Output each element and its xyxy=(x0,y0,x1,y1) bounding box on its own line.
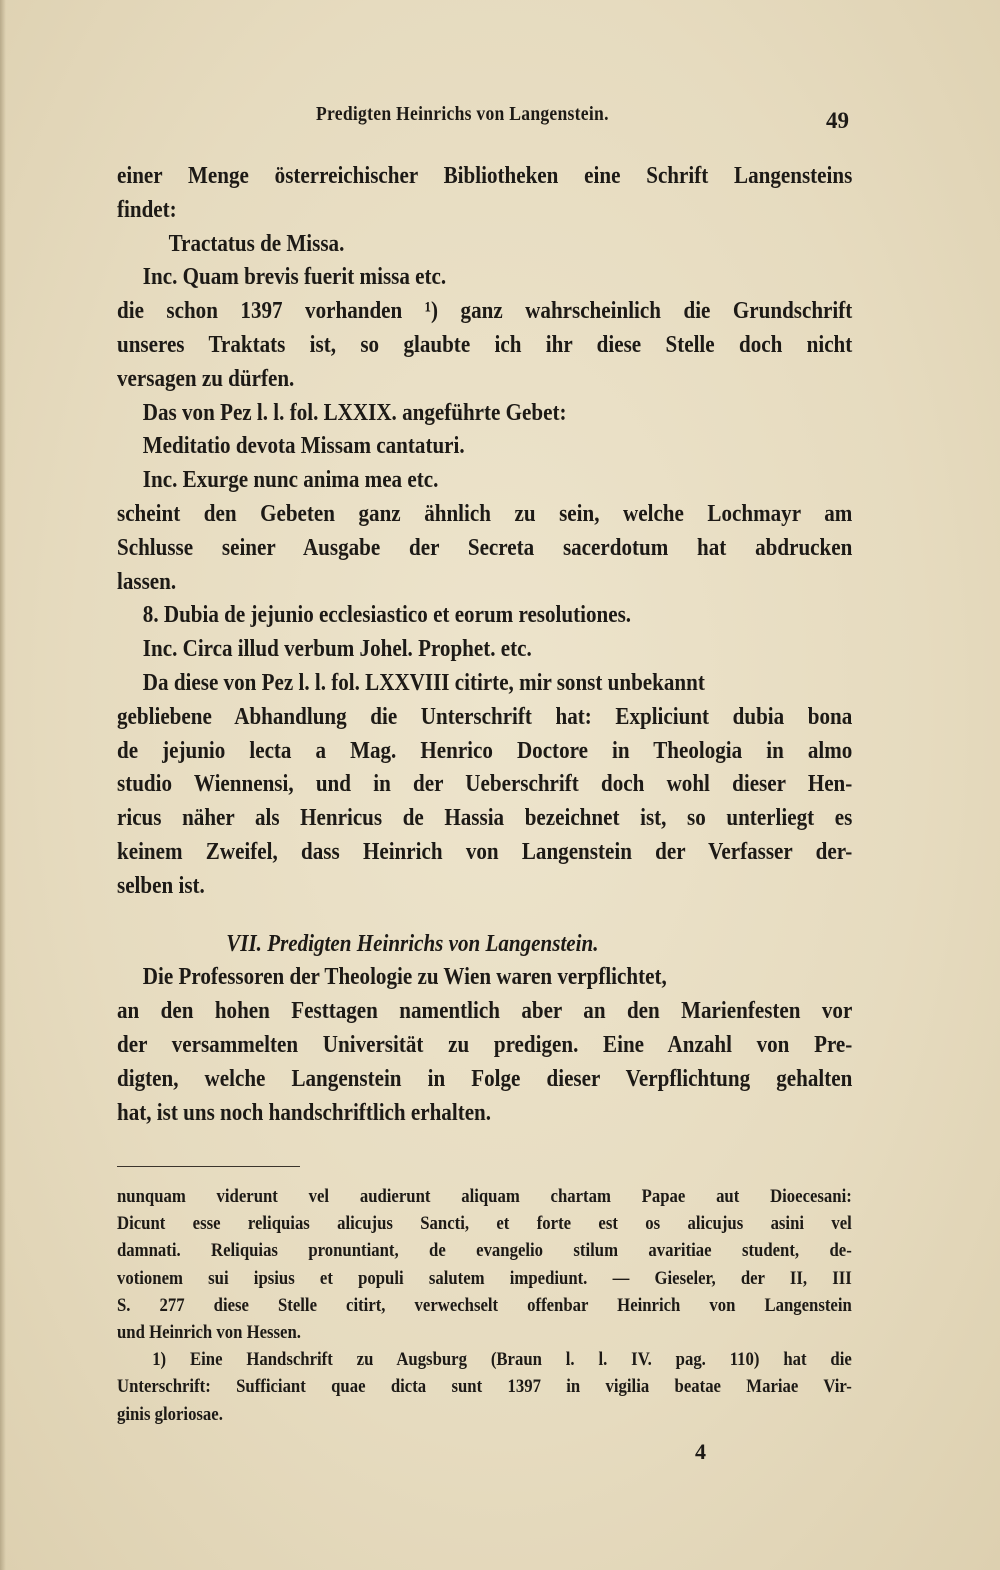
text-line: unseres Traktats ist, so glaubte ich ihr diese Stelle doch nicht xyxy=(117,330,853,358)
text-line: keinem Zweifel, dass Heinrich von Langenstein der Verfasser der- xyxy=(117,837,853,865)
footnote-line: Unterschrift: Sufficiant quae dicta sunt 1397 in vigilia beatae Mariae Vir- xyxy=(117,1376,852,1398)
text-line: hat, ist uns noch handschriftlich erhalten. xyxy=(117,1098,492,1126)
text-line: Inc. Exurge nunc anima mea etc. xyxy=(142,466,439,494)
text-line: lassen. xyxy=(117,567,177,595)
footnote-line: 1) Eine Handschrift zu Augsburg (Braun l. l. IV. pag. 110) hat die xyxy=(152,1349,852,1371)
footnote-line: Dicunt esse reliquias alicujus Sancti, et forte est os alicujus asini vel xyxy=(117,1213,852,1235)
page-number: 49 xyxy=(826,108,849,133)
text-line: Meditatio devota Missam cantaturi. xyxy=(142,432,465,460)
signature-mark: 4 xyxy=(695,1439,706,1464)
text-line: ricus näher als Henricus de Hassia bezeichnet ist, so unterliegt es xyxy=(117,804,853,832)
text-line: Da diese von Pez l. l. fol. LXXVIII citirte, mir sonst unbekannt xyxy=(142,668,705,696)
footnote-line: damnati. Reliquias pronuntiant, de evangelio stilum avaritiae student, de- xyxy=(117,1240,852,1262)
section-gap xyxy=(117,903,852,927)
footnote-line: S. 277 diese Stelle citirt, verwechselt offenbar Heinrich von Langenstein xyxy=(117,1294,852,1316)
text-line: scheint den Gebeten ganz ähnlich zu sein, welche Lochmayr am xyxy=(117,499,853,527)
footnote-line: nunquam viderunt vel audierunt aliquam chartam Papae aut Dioecesani: xyxy=(117,1186,852,1207)
text-line: selben ist. xyxy=(117,871,205,899)
text-line: Das von Pez l. l. fol. LXXIX. angeführte Gebet: xyxy=(142,398,567,426)
text-line: de jejunio lecta a Mag. Henrico Doctore in Theologia in almo xyxy=(117,736,853,764)
text-line: Inc. Quam brevis fuerit missa etc. xyxy=(142,263,447,291)
text-line: Tractatus de Missa. xyxy=(168,229,345,257)
footnote-rule xyxy=(117,1166,300,1167)
page-edge xyxy=(0,0,6,1570)
running-head: Predigten Heinrichs von Langenstein. xyxy=(316,103,609,125)
footnote-line: ginis gloriosae. xyxy=(117,1403,223,1425)
text-line: der versammelten Universität zu predigen. Eine Anzahl von Pre- xyxy=(117,1030,853,1058)
text-line: versagen zu dürfen. xyxy=(117,364,295,392)
text-line: Inc. Circa illud verbum Johel. Prophet. etc. xyxy=(142,635,532,663)
text-line: findet: xyxy=(117,195,177,223)
body-text xyxy=(117,159,852,1129)
text-line: an den hohen Festtagen namentlich aber an den Marienfesten vor xyxy=(117,997,853,1025)
footnotes xyxy=(117,1183,852,1428)
text-line: 8. Dubia de jejunio ecclesiastico et eorum resolutiones. xyxy=(142,601,632,629)
page-header xyxy=(0,103,1000,137)
text-line: Die Professoren der Theologie zu Wien waren verpflichtet, xyxy=(142,963,667,991)
text-line: Schlusse seiner Ausgabe der Secreta sacerdotum hat abdrucken xyxy=(117,533,853,561)
text-line: die schon 1397 vorhanden ¹) ganz wahrscheinlich die Grundschrift xyxy=(117,297,853,325)
text-line: einer Menge österreichischer Bibliotheken eine Schrift Langensteins xyxy=(117,162,853,189)
footnote-line: votionem sui ipsius et populi salutem impediunt. — Gieseler, der II, III xyxy=(117,1267,852,1289)
text-line: studio Wiennensi, und in der Ueberschrift doch wohl dieser Hen- xyxy=(117,770,853,798)
text-line: digten, welche Langenstein in Folge dieser Verpflichtung gehalten xyxy=(117,1064,853,1092)
section-heading: VII. Predigten Heinrichs von Langenstein. xyxy=(226,929,599,957)
footnote-line: und Heinrich von Hessen. xyxy=(117,1321,301,1343)
text-line: gebliebene Abhandlung die Unterschrift hat: Expliciunt dubia bona xyxy=(117,702,853,730)
